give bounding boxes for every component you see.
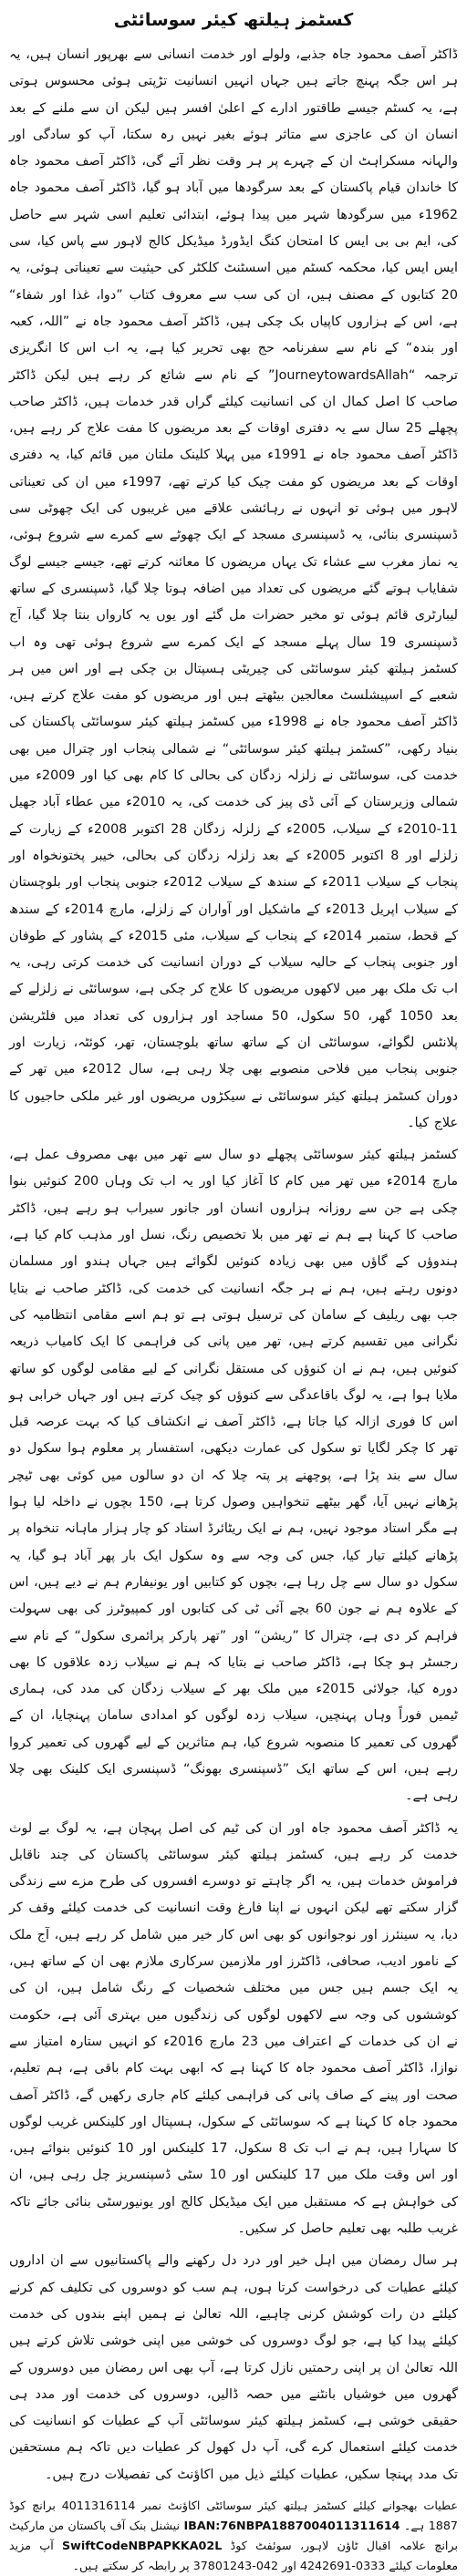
- article-paragraph-4: ہر سال رمضان میں اہل خیر اور درد دل رکھنے والے پاکستانیوں سے ان اداروں کیلئے عطیات کی درخواست کرتا ہوں، ہم سب کو دوسروں کی تکلیف کم کرنے کیلئے دن رات کوشش کرنی چاہیے، اللہ تعالیٰ نے ہمیں اپنے بندوں کی خدمت کیلئے پیدا کیا ہے، جو لوگ دوسروں کی خوشی میں اپنی خوشی تلاش کرتے ہیں اللہ تعالیٰ ان پر اپنی رحمتیں نازل کرتا ہے، آپ بھی اس رمضان میں دوسروں کے گھروں میں خوشیاں بانٹنے میں حصہ ڈالیں، دوسروں کی خدمت اور مدد ہی حقیقی خوشی ہے، کسٹمز ہیلتھ کیئر سوسائٹی آپ کے عطیات کو انسانیت کی خدمت کیلئے استعمال کرے گی، آپ دل کھول کر عطیات دیں تاکہ ہم مستحقین تک مدد پہنچا سکیں، عطیات کیلئے ذیل میں اکاؤنٹ کی تفصیلات درج ہیں۔: [9, 2253, 458, 2482]
- article-paragraph-3: یہ ڈاکٹر آصف محمود جاہ اور ان کی ٹیم کی اصل پہچان ہے، یہ لوگ بے لوث خدمت کر رہے ہیں، کسٹمز ہیلتھ کیئر سوسائٹی پاکستان کی چند ناقابل فراموش خدمات ہیں، یہ اگر چاہتے تو دوسرے افسروں کی طرح مزے سے زندگی گزار سکتے تھے لیکن انہوں نے اپنا فارغ وقت انسانیت کی خدمت کیلئے وقف کر دیا، یہ سینئرز اور نوجوانوں کو بھی اس کار خیر میں شامل کر رہے ہیں، آج ملک کے نامور ادیب، صحافی، ڈاکٹرز اور ملازمین سرکاری ملازم بھی ان کے ساتھ ہیں، یہ ایک جسم ہیں جس میں مختلف شخصیات کے رنگ شامل ہیں، ان کی کوششوں کی وجہ سے لاکھوں لوگوں کی زندگیوں میں بہتری آئی ہے، حکومت نے ان کی خدمات کے اعتراف میں 23 مارچ 2016ء کو انہیں ستارہ امتیاز سے نوازا، ڈاکٹر آصف محمود جاہ کا کہنا ہے کہ ابھی بہت کام باقی ہے، ہم تعلیم، صحت اور پینے کے صاف پانی کی فراہمی کیلئے کام جاری رکھیں گے، ڈاکٹر آصف محمود جاہ کا کہنا ہے کہ سوسائٹی کے سکول، ہسپتال اور کلینکس غریب لوگوں کا سہارا ہیں، ہم نے اب تک 8 سکول، 17 کلینکس اور 10 کنوئیں بنوائے ہیں، اور اس وقت ملک میں 17 کلینکس اور 10 سٹی ڈسپنسریز چل رہی ہیں، ان کی خواہش ہے کہ مستقبل میں ایک میڈیکل کالج اور یونیورسٹی بنائی جائے تاکہ غریب طلبہ بھی تعلیم حاصل کر سکیں۔: [9, 1820, 458, 2237]
- article-title: کسٹمز ہیلتھ کیئر سوسائٹی: [113, 10, 354, 30]
- contact-numbers-text: آپ مزید معلومات کیلئے 0333-4242691 اور 042-37801243 پر رابطہ کر سکتے ہیں۔: [9, 2539, 458, 2573]
- iban-text: IBAN:76NBPA1887004011311614: [183, 2519, 400, 2533]
- article-paragraph-1: ڈاکٹر آصف محمود جاہ جذبے، ولولے اور خدمت انسانی سے بھرپور انسان ہیں، یہ ہر اس جگہ پہنچ جاتے ہیں جہاں انہیں انسانیت تڑپتی ہوئی محسوس ہوتی ہے، یہ کسٹم جیسے طاقتور ادارے کے اعلیٰ افسر ہیں لیکن ان سے ملنے کے بعد انسان ان کی عاجزی سے متاثر ہوئے بغیر نہیں رہ سکتا، آپ کو سادگی اور والہانہ مسکراہٹ ان کے چہرے پر ہر وقت نظر آئے گی، ڈاکٹر آصف محمود جاہ کا خاندان قیام پاکستان کے بعد سرگودھا میں آباد ہو گیا، ڈاکٹر آصف محمود جاہ 1962ء میں سرگودھا شہر میں پیدا ہوئے، ابتدائی تعلیم اسی شہر سے حاصل کی، ایم بی بی ایس کا امتحان کنگ ایڈورڈ میڈیکل کالج لاہور سے پاس کیا، سی ایس ایس کیا، محکمہ کسٹم میں اسسٹنٹ کلکٹر کی حیثیت سے تعیناتی ہوئی، یہ 20 کتابوں کے مصنف ہیں، ان کی سب سے معروف کتاب ”دوا، غذا اور شفاء“ ہے، اس کے ہزاروں کاپیاں بک چکی ہیں، ڈاکٹر آصف محمود جاہ نے ”اللہ، کعبہ اور بندہ“ کے نام سے سفرنامہ حج بھی تحریر کیا ہے، یہ اب اس کا انگریزی ترجمہ “JourneytowardsAllah” کے نام سے شائع کر رہے ہیں لیکن ڈاکٹر صاحب کا اصل کمال ان کی انسانیت کیلئے گراں قدر خدمات ہیں، ڈاکٹر صاحب پچھلے 25 سال سے یہ دفتری اوقات کے بعد مریضوں کا مفت علاج کر رہے ہیں، ڈاکٹر آصف محمود جاہ نے 1991ء میں پہلا کلینک ملتان میں قائم کیا، یہ دفتری اوقات کے بعد مریضوں کو مفت چیک کیا کرتے تھے، 1997ء میں ان کی تعیناتی لاہور میں ہوئی تو انہوں نے رہائشی علاقے میں غریبوں کی ایک چھوٹی سی ڈسپنسری بنائی، یہ ڈسپنسری مسجد کے ایک چھوٹے سے کمرے سے شروع ہوئی، یہ نماز مغرب سے عشاء تک یہاں مریضوں کا معائنہ کرتے تھے، جیسے جیسے لوگ شفایاب ہوتے گئے مریضوں کی تعداد میں اضافہ ہوتا چلا گیا، ڈسپنسری کے ساتھ لیبارٹری قائم ہوئی تو مخیر حضرات مل گئے اور یوں یہ کارواں بنتا چلا گیا، آج ڈسپنسری 19 سال پہلے مسجد کے ایک کمرے سے شروع ہوئی تھی وہ اب کسٹمز ہیلتھ کیئر سوسائٹی کی چیریٹی ہسپتال بن چکی ہے اور اس میں ہر شعبے کے اسپیشلسٹ معالجین بیٹھتے ہیں اور مریضوں کو مفت علاج کرتے ہیں، ڈاکٹر آصف محمود جاہ نے 1998ء میں کسٹمز ہیلتھ کیئر سوسائٹی پاکستان کی بنیاد رکھی، ”کسٹمز ہیلتھ کیئر سوسائٹی“ نے شمالی پنجاب اور چترال میں بھی خدمت کی، سوسائٹی نے زلزلہ زدگان کی بحالی کا کام بھی کیا اور 2009ء میں شمالی وزیرستان کے آئی ڈی پیز کی خدمت کی، یہ 2010ء میں عطاء آباد جھیل 11-2010ء کے سیلاب، 2005ء کے زلزلہ زدگان 28 اکتوبر 2008ء کے زیارت کے زلزلے اور 8 اکتوبر 2005ء کے بعد زلزلہ زدگان کی بحالی، خیبر پختونخواہ اور پنجاب کے سیلاب 2011ء کے سندھ کے سیلاب 2012ء جنوبی پنجاب اور بلوچستان کے سیلاب اپریل 2013ء کے ماشکیل اور آواران کے زلزلے، مارچ 2014ء کے سندھ کے قحط، ستمبر 2014ء کے پنجاب کے سیلاب، مئی 2015ء کے پشاور کے طوفان اور جنوبی پنجاب کے حالیہ سیلاب کے دوران انسانیت کی خدمت کرتی رہی، یہ اب تک ملک بھر میں لاکھوں مریضوں کا علاج کر چکی ہے، سوسائٹی نے زلزلے کے بعد 1050 گھر، 50 سکول، 50 مساجد اور ہزاروں کی تعداد میں فلٹریشن پلانٹس لگوائے، سوسائٹی ان کے ساتھ ساتھ بلوچستان، تھر، کوئٹہ، زیارت اور جنوبی پنجاب میں فلاحی منصوبے بھی چلا رہی ہے، سال 2012ء میں تھر کے دوران کسٹمز ہیلتھ کیئر سوسائٹی نے سیکڑوں مریضوں اور غیر ملکی حاجیوں کا علاج کیا۔: [9, 47, 459, 1130]
- donation-details: [9, 2496, 458, 2576]
- article-paragraph-2: کسٹمز ہیلتھ کیئر سوسائٹی پچھلے دو سال سے تھر میں بھی مصروف عمل ہے، مارچ 2014ء میں تھر میں کام کا آغاز کیا اور یہ اب تک وہاں 200 کنوئیں بنوا چکی ہے جن سے روزانہ ہزاروں انسان اور جانور سیراب ہو رہے ہیں، ڈاکٹر صاحب کا کہنا ہے ہم نے تھر میں بلا تخصیص رنگ، نسل اور مذہب کام کیا ہے، ہندوؤں کے گاؤں میں بھی زیادہ کنوئیں لگوائے ہیں جہاں ہندو اور مسلمان دونوں رہتے ہیں، ہم نے ہر جگہ انسانیت کی خدمت کی، ڈاکٹر صاحب نے بتایا جب بھی ریلیف کے سامان کی ترسیل ہوتی ہے تو ہم اسے مقامی انتظامیہ کی نگرانی میں تقسیم کرتے ہیں، تھر میں پانی کی فراہمی کا ایک کامیاب ذریعہ کنوئیں ہیں، ہم نے ان کنوؤں کی مستقل نگرانی کے لیے مقامی لوگوں کو ساتھ ملایا ہوا ہے، یہ لوگ باقاعدگی سے کنوؤں کو چیک کرتے ہیں اور جہاں خرابی ہو اس کا فوری ازالہ کیا جاتا ہے، ڈاکٹر آصف نے انکشاف کیا کہ بہت عرصہ قبل تھر کا چکر لگایا تو سکول کی عمارت دیکھی، استفسار پر معلوم ہوا سکول دو سال سے بند پڑا ہے، پوچھنے پر پتہ چلا کہ ان دو سالوں میں کوئی بھی ٹیچر پڑھانے نہیں آیا، گھر بیٹھے تنخواہیں وصول کرتا ہے، 150 بچوں نے داخلہ لیا ہوا ہے مگر استاد موجود نہیں، ہم نے ایک ریٹائرڈ استاد کو چار ہزار ماہانہ تنخواہ پر پڑھانے کیلئے تیار کیا، جس کی وجہ سے وہ سکول ایک بار پھر آباد ہو گیا، یہ سکول دو سال سے چل رہا ہے، بچوں کو کتابیں اور یونیفارم ہم نے دیے ہیں، اس کے علاوہ ہم نے جون 60 بچے آئی ٹی کی کتابوں اور کمپیوٹرز کی بھی سہولت فراہم کر دی ہے، چترال کا ”ریشن“ اور ”تھر پارکر پرائمری سکول“ کے نام سے رجسٹر ہو چکا ہے، ڈاکٹر صاحب نے بتایا کہ ہم نے سیلاب زدہ علاقوں کا بھی دورہ کیا، جولائی 2015ء میں ملک بھر کے سیلاب زدگان کی مدد کی، ہماری ٹیمیں فوراً وہاں پہنچیں، سیلاب زدہ لوگوں کو امدادی سامان پہنچایا، ان کے گھروں کی تعمیر کا منصوبہ شروع کیا، ہم متاثرین کے لیے گھروں کی تعمیر کروا رہے ہیں، اس کے ساتھ ایک ”ڈسپنسری بھونگ“ ڈسپنسری ایک کلینک بھی چلا رہی ہے۔: [9, 1148, 458, 1804]
- account-number-text: عطیات بھجوانے کیلئے کسٹمز ہیلتھ کیئر سوسائٹی اکاؤنٹ نمبر 4011316114 برانچ کوڈ 1887 ہے۔: [9, 2499, 458, 2533]
- bank-branch-text: نیشنل بنک آف پاکستان من مارکیٹ برانچ علامہ اقبال ٹاؤن لاہور، سوئفٹ کوڈ: [9, 2519, 458, 2553]
- swift-code-text: SwiftCodeNBPAPKKA02L: [62, 2539, 223, 2553]
